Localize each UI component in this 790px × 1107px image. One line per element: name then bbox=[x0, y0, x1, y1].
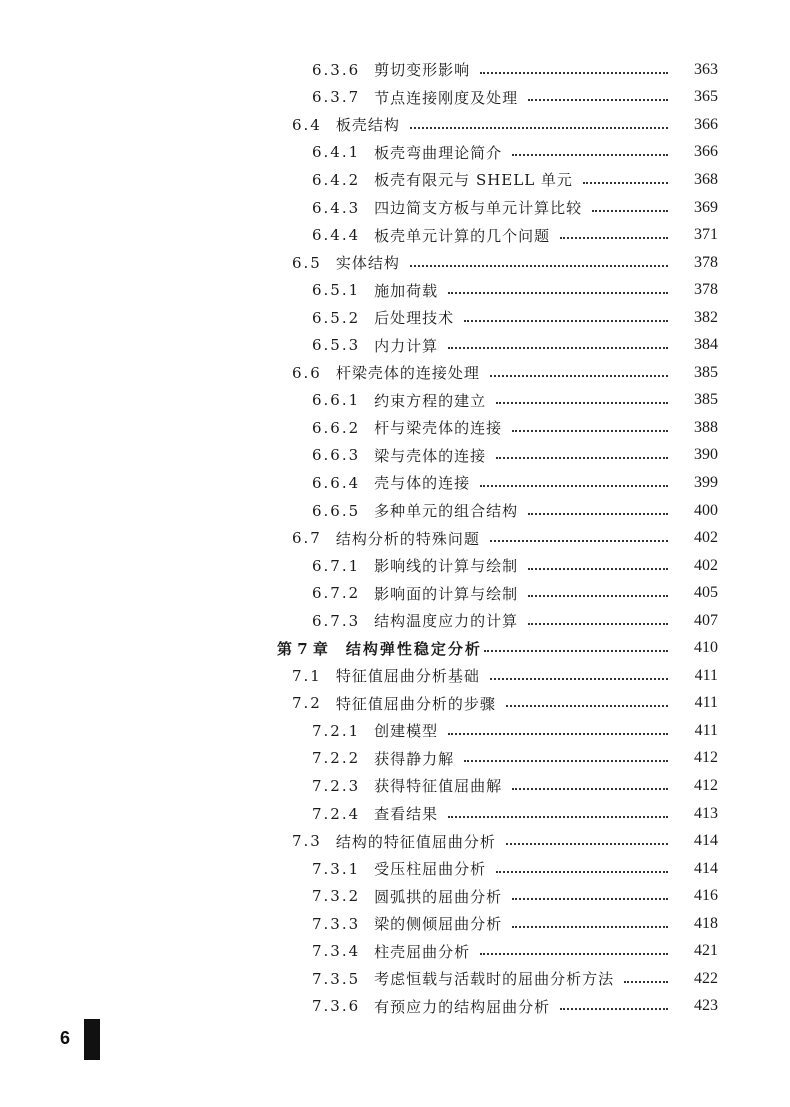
toc-entry-title: 梁的侧倾屈曲分析 bbox=[374, 915, 503, 934]
toc-subsection-entry[interactable] bbox=[0, 166, 790, 194]
toc-section-entry[interactable] bbox=[0, 359, 790, 387]
toc-entry-title: 杆梁壳体的连接处理 bbox=[335, 364, 480, 383]
toc-entry-page: 410 bbox=[694, 639, 718, 657]
toc-entry-number: 6.5.1 bbox=[312, 281, 361, 300]
toc-entry-number: 7.2.2 bbox=[312, 749, 361, 768]
toc-entry-title: 受压柱屈曲分析 bbox=[374, 860, 487, 879]
toc-entry-page: 378 bbox=[694, 281, 718, 299]
toc-subsection-entry[interactable] bbox=[0, 800, 790, 828]
toc-subsection-entry[interactable] bbox=[0, 387, 790, 415]
dot-leader bbox=[464, 320, 668, 322]
toc-entry-title: 影响线的计算与绘制 bbox=[374, 557, 519, 576]
table-of-contents bbox=[0, 56, 790, 1020]
toc-entry-page: 405 bbox=[694, 584, 718, 602]
toc-subsection-entry[interactable] bbox=[0, 304, 790, 332]
toc-entry-title: 结构温度应力的计算 bbox=[374, 612, 519, 631]
toc-entry-number: 第 7 章 bbox=[277, 639, 328, 658]
toc-subsection-entry[interactable] bbox=[0, 882, 790, 910]
dot-leader bbox=[528, 623, 668, 625]
dot-leader bbox=[410, 127, 668, 129]
toc-entry-page: 382 bbox=[694, 308, 718, 326]
toc-entry-number: 7.2.4 bbox=[312, 804, 361, 823]
toc-entry-page: 411 bbox=[694, 694, 718, 712]
dot-leader bbox=[583, 182, 668, 184]
toc-subsection-entry[interactable] bbox=[0, 552, 790, 580]
dot-leader bbox=[528, 595, 668, 597]
toc-entry-page: 385 bbox=[694, 363, 718, 381]
dot-leader bbox=[560, 1008, 668, 1010]
dot-leader bbox=[464, 760, 668, 762]
dot-leader bbox=[448, 816, 668, 818]
toc-entry-number: 6.7 bbox=[292, 529, 322, 548]
toc-entry-page: 399 bbox=[694, 473, 718, 491]
toc-entry-title: 考虑恒载与活载时的屈曲分析方法 bbox=[374, 970, 615, 989]
toc-entry-number: 6.5.2 bbox=[312, 308, 361, 327]
dot-leader bbox=[496, 871, 668, 873]
toc-entry-title: 梁与壳体的连接 bbox=[374, 446, 487, 465]
toc-entry-page: 412 bbox=[694, 749, 718, 767]
toc-subsection-entry[interactable] bbox=[0, 607, 790, 635]
dot-leader bbox=[484, 650, 668, 652]
toc-entry-number: 7.1 bbox=[292, 666, 322, 685]
toc-entry-number: 7.2.3 bbox=[312, 776, 361, 795]
toc-subsection-entry[interactable] bbox=[0, 442, 790, 470]
toc-entry-title: 内力计算 bbox=[374, 336, 439, 355]
toc-entry-number: 6.6 bbox=[292, 363, 322, 382]
toc-section-entry[interactable] bbox=[0, 111, 790, 139]
toc-entry-number: 6.6.1 bbox=[312, 391, 361, 410]
dot-leader bbox=[448, 347, 668, 349]
toc-entry-title: 圆弧拱的屈曲分析 bbox=[374, 887, 503, 906]
toc-entry-title: 获得特征值屈曲解 bbox=[374, 777, 503, 796]
toc-entry-page: 365 bbox=[694, 88, 718, 106]
toc-chapter-entry[interactable] bbox=[0, 634, 790, 662]
toc-entry-title: 柱壳屈曲分析 bbox=[374, 942, 471, 961]
toc-entry-page: 413 bbox=[694, 804, 718, 822]
toc-entry-number: 7.3.1 bbox=[312, 859, 361, 878]
toc-entry-page: 411 bbox=[694, 666, 718, 684]
toc-entry-page: 390 bbox=[694, 446, 718, 464]
toc-entry-title: 板壳有限元与 SHELL 单元 bbox=[374, 171, 573, 190]
toc-entry-number: 6.4.3 bbox=[312, 198, 361, 217]
dot-leader bbox=[512, 430, 668, 432]
toc-subsection-entry[interactable] bbox=[0, 993, 790, 1021]
toc-subsection-entry[interactable] bbox=[0, 938, 790, 966]
toc-entry-number: 7.3.2 bbox=[312, 887, 361, 906]
dot-leader bbox=[512, 898, 668, 900]
toc-entry-number: 6.4.2 bbox=[312, 170, 361, 189]
dot-leader bbox=[496, 402, 668, 404]
toc-section-entry[interactable] bbox=[0, 662, 790, 690]
toc-entry-title: 查看结果 bbox=[374, 805, 439, 824]
dot-leader bbox=[506, 705, 668, 707]
dot-leader bbox=[592, 210, 668, 212]
dot-leader bbox=[624, 981, 668, 983]
toc-entry-page: 418 bbox=[694, 914, 718, 932]
toc-entry-page: 412 bbox=[694, 776, 718, 794]
toc-entry-number: 7.3.5 bbox=[312, 969, 361, 988]
toc-entry-title: 获得静力解 bbox=[374, 749, 455, 768]
toc-section-entry[interactable] bbox=[0, 524, 790, 552]
dot-leader bbox=[448, 292, 668, 294]
toc-entry-title: 实体结构 bbox=[335, 254, 400, 273]
toc-entry-page: 385 bbox=[694, 391, 718, 409]
dot-leader bbox=[490, 678, 668, 680]
toc-subsection-entry[interactable] bbox=[0, 56, 790, 84]
toc-subsection-entry[interactable] bbox=[0, 772, 790, 800]
toc-entry-number: 7.2 bbox=[292, 694, 322, 713]
dot-leader bbox=[512, 788, 668, 790]
toc-entry-title: 节点连接刚度及处理 bbox=[374, 88, 519, 107]
toc-entry-title: 板壳单元计算的几个问题 bbox=[374, 226, 551, 245]
toc-entry-page: 402 bbox=[694, 556, 718, 574]
toc-entry-page: 378 bbox=[694, 253, 718, 271]
toc-entry-title: 后处理技术 bbox=[374, 309, 455, 328]
toc-entry-title: 剪切变形影响 bbox=[374, 61, 471, 80]
toc-entry-number: 7.3.3 bbox=[312, 914, 361, 933]
toc-entry-page: 423 bbox=[694, 997, 718, 1015]
toc-entry-title: 板壳弯曲理论简介 bbox=[374, 143, 503, 162]
dot-leader bbox=[512, 154, 668, 156]
toc-entry-page: 416 bbox=[694, 887, 718, 905]
toc-entry-page: 414 bbox=[694, 832, 718, 850]
dot-leader bbox=[480, 72, 668, 74]
toc-entry-number: 7.3.6 bbox=[312, 997, 361, 1016]
toc-entry-page: 366 bbox=[694, 143, 718, 161]
toc-subsection-entry[interactable] bbox=[0, 965, 790, 993]
page-tab-marker bbox=[84, 1019, 100, 1060]
dot-leader bbox=[528, 99, 668, 101]
toc-subsection-entry[interactable] bbox=[0, 84, 790, 112]
toc-entry-title: 创建模型 bbox=[374, 722, 439, 741]
dot-leader bbox=[490, 375, 668, 377]
toc-entry-number: 6.5.3 bbox=[312, 336, 361, 355]
dot-leader bbox=[410, 265, 668, 267]
toc-entry-title: 板壳结构 bbox=[335, 116, 400, 135]
toc-subsection-entry[interactable] bbox=[0, 414, 790, 442]
dot-leader bbox=[528, 513, 668, 515]
toc-entry-title: 约束方程的建立 bbox=[374, 391, 487, 410]
toc-entry-title: 四边简支方板与单元计算比较 bbox=[374, 199, 583, 217]
toc-subsection-entry[interactable] bbox=[0, 469, 790, 497]
toc-entry-title: 杆与梁壳体的连接 bbox=[374, 419, 503, 438]
toc-entry-number: 6.7.2 bbox=[312, 584, 361, 603]
dot-leader bbox=[480, 485, 668, 487]
toc-section-entry[interactable] bbox=[0, 249, 790, 277]
toc-entry-number: 7.3 bbox=[292, 832, 322, 851]
dot-leader bbox=[496, 457, 668, 459]
dot-leader bbox=[448, 733, 668, 735]
toc-entry-page: 371 bbox=[694, 226, 718, 244]
toc-subsection-entry[interactable] bbox=[0, 910, 790, 938]
dot-leader bbox=[490, 540, 668, 542]
toc-entry-page: 402 bbox=[694, 529, 718, 547]
page-number: 6 bbox=[60, 1028, 71, 1048]
toc-entry-page: 369 bbox=[694, 198, 718, 216]
toc-entry-page: 363 bbox=[694, 60, 718, 78]
toc-subsection-entry[interactable] bbox=[0, 194, 790, 222]
toc-subsection-entry[interactable] bbox=[0, 331, 790, 359]
toc-entry-page: 422 bbox=[694, 969, 718, 987]
toc-entry-title: 多种单元的组合结构 bbox=[374, 502, 519, 521]
toc-entry-page: 421 bbox=[694, 942, 718, 960]
toc-entry-title: 有预应力的结构屈曲分析 bbox=[374, 997, 551, 1016]
toc-subsection-entry[interactable] bbox=[0, 717, 790, 745]
toc-entry-title: 结构弹性稳定分析 bbox=[345, 639, 482, 658]
dot-leader bbox=[506, 843, 668, 845]
toc-entry-number: 6.6.2 bbox=[312, 418, 361, 437]
dot-leader bbox=[480, 953, 668, 955]
toc-entry-number: 6.7.3 bbox=[312, 611, 361, 630]
toc-section-entry[interactable] bbox=[0, 690, 790, 718]
toc-entry-title: 壳与体的连接 bbox=[374, 474, 471, 493]
toc-entry-page: 366 bbox=[694, 115, 718, 133]
toc-subsection-entry[interactable] bbox=[0, 745, 790, 773]
toc-entry-number: 6.3.7 bbox=[312, 88, 361, 107]
toc-entry-title: 特征值屈曲分析基础 bbox=[335, 667, 480, 686]
toc-entry-number: 6.6.4 bbox=[312, 473, 361, 492]
toc-entry-page: 384 bbox=[694, 336, 718, 354]
toc-entry-page: 411 bbox=[694, 721, 718, 739]
toc-entry-number: 6.6.3 bbox=[312, 446, 361, 465]
toc-entry-number: 6.4.4 bbox=[312, 226, 361, 245]
toc-entry-number: 7.3.4 bbox=[312, 942, 361, 961]
toc-entry-number: 6.4.1 bbox=[312, 143, 361, 162]
toc-section-entry[interactable] bbox=[0, 827, 790, 855]
toc-entry-page: 400 bbox=[694, 501, 718, 519]
dot-leader bbox=[560, 237, 668, 239]
toc-entry-number: 7.2.1 bbox=[312, 721, 361, 740]
toc-entry-number: 6.6.5 bbox=[312, 501, 361, 520]
toc-subsection-entry[interactable] bbox=[0, 579, 790, 607]
toc-subsection-entry[interactable] bbox=[0, 221, 790, 249]
toc-entry-number: 6.4 bbox=[292, 115, 322, 134]
toc-entry-number: 6.7.1 bbox=[312, 556, 361, 575]
toc-entry-title: 结构的特征值屈曲分析 bbox=[335, 832, 496, 851]
toc-entry-page: 407 bbox=[694, 611, 718, 629]
toc-subsection-entry[interactable] bbox=[0, 497, 790, 525]
dot-leader bbox=[528, 568, 668, 570]
toc-entry-page: 388 bbox=[694, 418, 718, 436]
toc-entry-page: 368 bbox=[694, 170, 718, 188]
toc-entry-number: 6.5 bbox=[292, 253, 322, 272]
toc-subsection-entry[interactable] bbox=[0, 139, 790, 167]
toc-entry-title: 结构分析的特殊问题 bbox=[335, 529, 480, 548]
toc-subsection-entry[interactable] bbox=[0, 276, 790, 304]
toc-entry-number: 6.3.6 bbox=[312, 60, 361, 79]
toc-entry-title: 施加荷载 bbox=[374, 281, 439, 300]
toc-subsection-entry[interactable] bbox=[0, 855, 790, 883]
toc-entry-title: 影响面的计算与绘制 bbox=[374, 584, 519, 603]
toc-entry-title: 特征值屈曲分析的步骤 bbox=[335, 694, 496, 713]
toc-entry-page: 414 bbox=[694, 859, 718, 877]
dot-leader bbox=[512, 926, 668, 928]
